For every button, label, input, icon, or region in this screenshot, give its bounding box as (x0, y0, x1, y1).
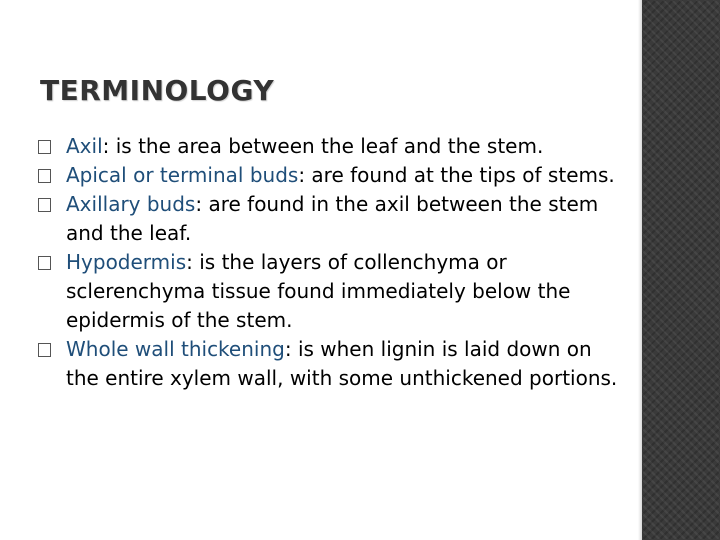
list-item-axillary-buds (38, 190, 618, 248)
square-bullet-icon (38, 256, 51, 270)
square-bullet-icon (38, 169, 51, 183)
term-label: Whole wall thickening (66, 337, 285, 361)
list-item-apical-buds (38, 161, 618, 190)
square-bullet-icon (38, 198, 51, 212)
list-item-axil (38, 132, 618, 161)
list-item-hypodermis (38, 248, 618, 335)
term-label: Axil (66, 134, 103, 158)
decorative-sidebar (642, 0, 720, 540)
term-label: Apical or terminal buds (66, 163, 299, 187)
term-definition: : are found at the tips of stems. (298, 163, 615, 187)
square-bullet-icon (38, 343, 51, 357)
terminology-list (38, 132, 618, 393)
term-label: Axillary buds (66, 192, 196, 216)
slide-title: TERMINOLOGY (40, 74, 275, 107)
term-definition: : are found in the axil between the stem and the leaf. (66, 192, 599, 245)
term-definition: : is when lignin is laid down on the entire xylem wall, with some unthickened portions. (66, 337, 618, 390)
list-item-whole-wall-thickening (38, 335, 618, 393)
term-definition: : is the layers of collenchyma or sclerenchyma tissue found immediately below the epidermis of the stem. (66, 250, 571, 332)
term-label: Hypodermis (66, 250, 187, 274)
square-bullet-icon (38, 140, 51, 154)
term-definition: : is the area between the leaf and the stem. (102, 134, 544, 158)
